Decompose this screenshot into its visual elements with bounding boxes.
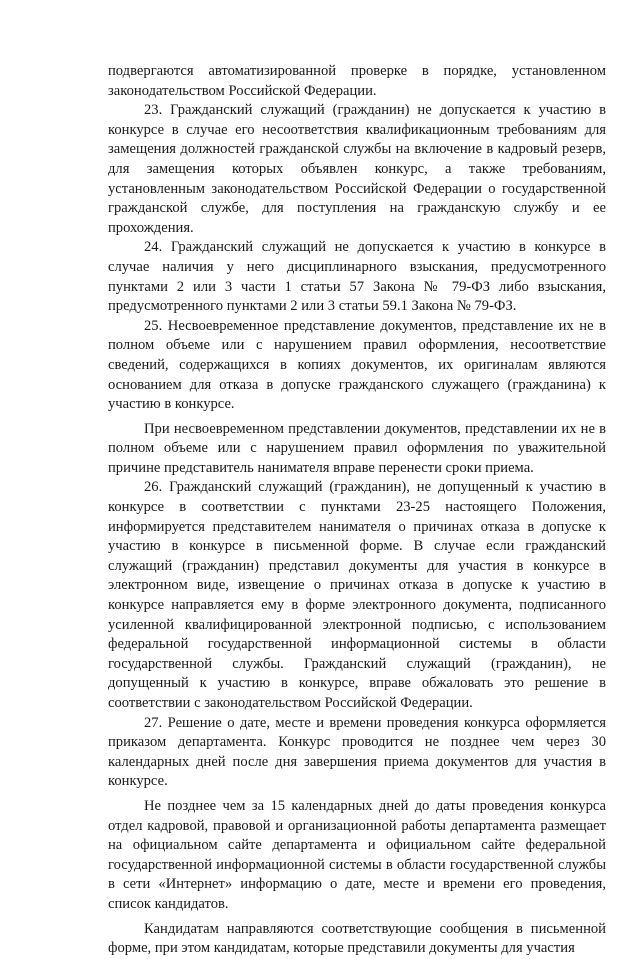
document-body	[108, 62, 606, 959]
paragraph-27-notification: Кандидатам направляются соответствующие сообщения в письменной форме, при этом кандидатам, которые представили документы для участия	[108, 920, 606, 957]
paragraph-continuation: подвергаются автоматизированной проверке в порядке, установленном законодательством Российской Федерации.	[108, 63, 606, 99]
paragraph-25: 25. Несвоевременное представление документов, представление их не в полном объеме или с нарушением правил оформления, несоответствие сведений, содержащихся в копиях документов, их оригиналам являются основанием для отказа в допуске гражданского служащего (гражданина) к участию в конкурсе.	[108, 317, 606, 413]
paragraph-27: 27. Решение о дате, месте и времени проведения конкурса оформляется приказом департамента. Конкурс проводится не позднее чем через 30 календарных дней после дня завершения приема документов для участия в конкурсе.	[108, 714, 606, 790]
paragraph-25-note: При несвоевременном представлении документов, представлении их не в полном объеме или с нарушением правил оформления по уважительной причине представитель нанимателя вправе перенести сроки приема.	[108, 420, 606, 476]
paragraph-24: 24. Гражданский служащий не допускается к участию в конкурсе в случае наличия у него дисциплинарного взыскания, предусмотренного пунктами 2 или 3 части 1 статьи 57 Закона № 79-ФЗ либо взыскания, предусмотренного пунктами 2 или 3 статьи 59.1 Закона № 79-ФЗ.	[108, 239, 606, 315]
paragraph-23: 23. Гражданский служащий (гражданин) не допускается к участию в конкурсе в случае его несоответствия квалификационным требованиям для замещения должностей гражданской службы на включение в кадровый резерв, для замещения которых объявлен конкурс, а также требованиям, установленным законодательством Российской Федерации о государственной гражданской службе, для поступления на гражданскую службу и ее прохождения.	[108, 102, 606, 236]
paragraph-26: 26. Гражданский служащий (гражданин), не допущенный к участию в конкурсе в соответствии с пунктами 23-25 настоящего Положения, информируется представителем нанимателя о причинах отказа в допуске к участию в конкурсе в письменной форме. В случае если гражданский служащий (гражданин) представил документы для участия в конкурсе в электронном виде, извещение о причинах отказа в допуске к участию в конкурсе направляется ему в форме электронного документа, подписанного усиленной квалифицированной электронной подписью, с использованием федеральной государственной информационной системы в области государственной службы. Гражданский служащий (гражданин), не допущенный к участию в конкурсе, вправе обжаловать это решение в соответствии с законодательством Российской Федерации.	[108, 479, 606, 711]
paragraph-27-publication: Не позднее чем за 15 календарных дней до даты проведения конкурса отдел кадровой, правовой и организационной работы департамента размещает на официальном сайте департамента и официальном сайте федеральной государственной информационной системы в области государственной службы в сети «Интернет» информацию о дате, месте и времени его проведения, список кандидатов.	[108, 797, 606, 912]
